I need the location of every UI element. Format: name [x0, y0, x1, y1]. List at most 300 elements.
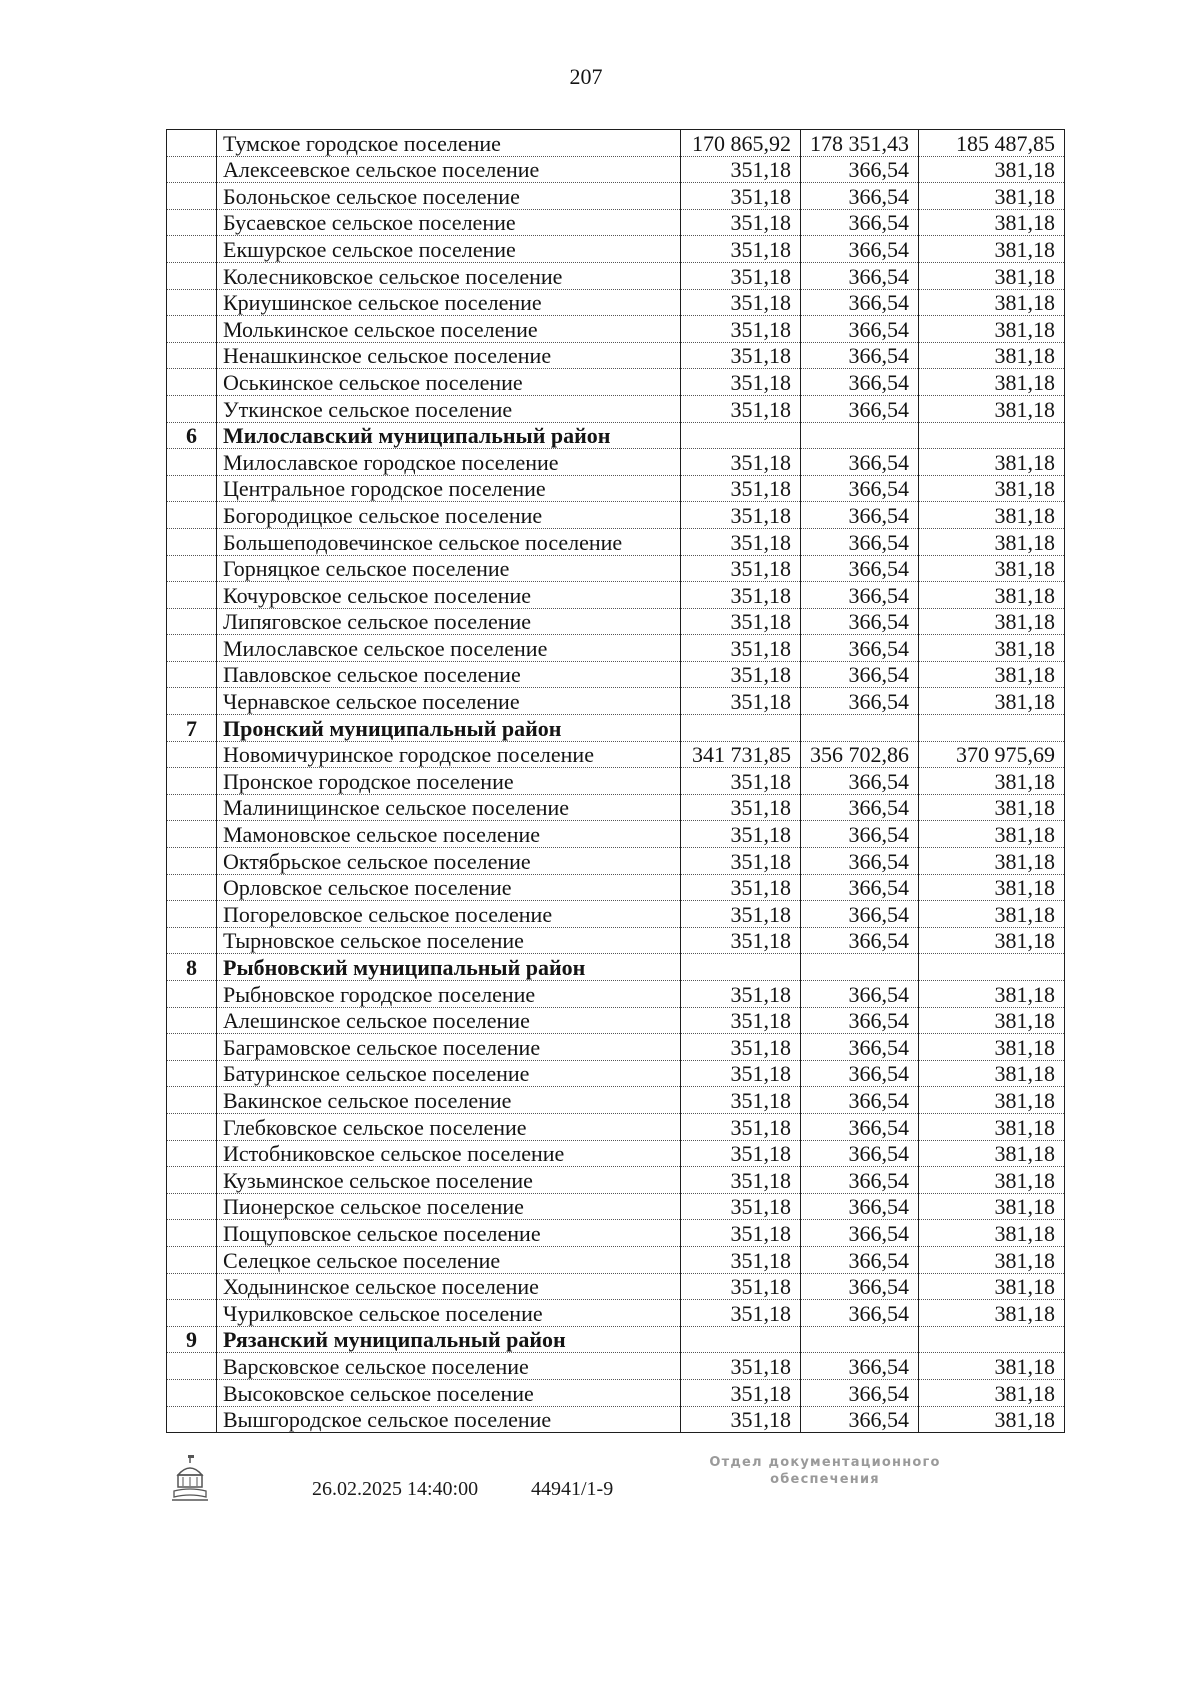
- settlement-name-cell: Батуринское сельское поселение: [217, 1060, 681, 1087]
- value-cell-2: 366,54: [801, 1087, 919, 1114]
- settlement-name-cell: Малинищинское сельское поселение: [217, 794, 681, 821]
- value-cell-2: 366,54: [801, 502, 919, 529]
- settlement-name-cell: Павловское сельское поселение: [217, 661, 681, 688]
- value-cell-1: 351,18: [681, 1087, 801, 1114]
- row-number-cell: [167, 741, 217, 768]
- settlements-table: [166, 129, 1065, 1433]
- district-header-row: [167, 1326, 1065, 1353]
- value-cell-1: 351,18: [681, 342, 801, 369]
- settlement-name-cell: Тырновское сельское поселение: [217, 927, 681, 954]
- value-cell-1: 351,18: [681, 1140, 801, 1167]
- value-cell-2: 366,54: [801, 1167, 919, 1194]
- value-cell-1: 351,18: [681, 1060, 801, 1087]
- settlement-name-cell: Варсковское сельское поселение: [217, 1353, 681, 1380]
- value-cell-3: [919, 954, 1065, 981]
- value-cell-3: 381,18: [919, 1300, 1065, 1327]
- value-cell-3: 381,18: [919, 1273, 1065, 1300]
- settlement-name-cell: Центральное городское поселение: [217, 475, 681, 502]
- table-row: [167, 927, 1065, 954]
- settlement-name-cell: Молькинское сельское поселение: [217, 316, 681, 343]
- value-cell-2: [801, 715, 919, 742]
- value-cell-1: 351,18: [681, 1300, 801, 1327]
- row-number-cell: [167, 1060, 217, 1087]
- value-cell-3: 381,18: [919, 342, 1065, 369]
- settlement-name-cell: Мамоновское сельское поселение: [217, 821, 681, 848]
- value-cell-3: 381,18: [919, 848, 1065, 875]
- value-cell-3: 381,18: [919, 635, 1065, 662]
- row-number-cell: [167, 1167, 217, 1194]
- value-cell-1: 351,18: [681, 821, 801, 848]
- table-row: [167, 1113, 1065, 1140]
- value-cell-1: [681, 954, 801, 981]
- table-row: [167, 209, 1065, 236]
- value-cell-3: 381,18: [919, 1193, 1065, 1220]
- value-cell-3: 185 487,85: [919, 130, 1065, 157]
- value-cell-3: 381,18: [919, 1220, 1065, 1247]
- value-cell-1: 351,18: [681, 688, 801, 715]
- settlement-name-cell: Пионерское сельское поселение: [217, 1193, 681, 1220]
- value-cell-3: 381,18: [919, 1087, 1065, 1114]
- value-cell-3: 381,18: [919, 236, 1065, 263]
- value-cell-1: [681, 422, 801, 449]
- value-cell-1: 351,18: [681, 874, 801, 901]
- table-row: [167, 449, 1065, 476]
- table-row: [167, 1193, 1065, 1220]
- settlement-name-cell: Оськинское сельское поселение: [217, 369, 681, 396]
- value-cell-1: 351,18: [681, 1379, 801, 1406]
- table-row: [167, 981, 1065, 1008]
- value-cell-3: [919, 1326, 1065, 1353]
- district-header-row: [167, 954, 1065, 981]
- value-cell-1: 351,18: [681, 209, 801, 236]
- value-cell-3: 381,18: [919, 1406, 1065, 1433]
- table-row: [167, 794, 1065, 821]
- footer-doc-number: 44941/1-9: [531, 1478, 614, 1500]
- value-cell-2: 366,54: [801, 1140, 919, 1167]
- settlement-name-cell: Ходынинское сельское поселение: [217, 1273, 681, 1300]
- value-cell-2: 366,54: [801, 1273, 919, 1300]
- settlement-name-cell: Пронское городское поселение: [217, 768, 681, 795]
- settlement-name-cell: Горняцкое сельское поселение: [217, 555, 681, 582]
- value-cell-1: 351,18: [681, 475, 801, 502]
- value-cell-3: 381,18: [919, 528, 1065, 555]
- value-cell-2: 366,54: [801, 768, 919, 795]
- table-row: [167, 130, 1065, 157]
- value-cell-1: 351,18: [681, 901, 801, 928]
- stamp-line-2: обеспечения: [770, 1472, 880, 1487]
- value-cell-3: 381,18: [919, 768, 1065, 795]
- value-cell-3: [919, 715, 1065, 742]
- value-cell-2: 366,54: [801, 1034, 919, 1061]
- value-cell-2: 366,54: [801, 449, 919, 476]
- value-cell-3: 381,18: [919, 688, 1065, 715]
- value-cell-3: 381,18: [919, 502, 1065, 529]
- table-row: [167, 555, 1065, 582]
- value-cell-3: 381,18: [919, 289, 1065, 316]
- value-cell-2: 366,54: [801, 1353, 919, 1380]
- value-cell-1: 351,18: [681, 582, 801, 609]
- table-row: [167, 1246, 1065, 1273]
- settlement-name-cell: Рыбновский муниципальный район: [217, 954, 681, 981]
- table-row: [167, 1406, 1065, 1433]
- value-cell-3: 381,18: [919, 369, 1065, 396]
- table-row: [167, 316, 1065, 343]
- value-cell-2: 366,54: [801, 395, 919, 422]
- settlement-name-cell: Селецкое сельское поселение: [217, 1246, 681, 1273]
- value-cell-1: 351,18: [681, 555, 801, 582]
- table-row: [167, 635, 1065, 662]
- value-cell-3: 381,18: [919, 608, 1065, 635]
- value-cell-2: [801, 422, 919, 449]
- value-cell-3: 381,18: [919, 661, 1065, 688]
- table-row: [167, 901, 1065, 928]
- value-cell-3: 381,18: [919, 183, 1065, 210]
- value-cell-2: 366,54: [801, 369, 919, 396]
- table-row: [167, 1300, 1065, 1327]
- value-cell-1: 351,18: [681, 1273, 801, 1300]
- value-cell-2: 366,54: [801, 874, 919, 901]
- value-cell-3: 381,18: [919, 209, 1065, 236]
- value-cell-1: 351,18: [681, 236, 801, 263]
- district-header-row: [167, 422, 1065, 449]
- row-number-cell: [167, 236, 217, 263]
- value-cell-2: 366,54: [801, 1379, 919, 1406]
- value-cell-3: 381,18: [919, 794, 1065, 821]
- value-cell-2: 366,54: [801, 289, 919, 316]
- row-number-cell: [167, 369, 217, 396]
- value-cell-1: 351,18: [681, 1353, 801, 1380]
- value-cell-3: 381,18: [919, 555, 1065, 582]
- value-cell-2: 366,54: [801, 236, 919, 263]
- settlement-name-cell: Пощуповское сельское поселение: [217, 1220, 681, 1247]
- settlement-name-cell: Милославское городское поселение: [217, 449, 681, 476]
- table-row: [167, 608, 1065, 635]
- value-cell-1: 351,18: [681, 794, 801, 821]
- value-cell-2: 366,54: [801, 528, 919, 555]
- value-cell-1: 351,18: [681, 528, 801, 555]
- row-number-cell: [167, 688, 217, 715]
- department-stamp: [690, 1454, 960, 1488]
- value-cell-1: 351,18: [681, 661, 801, 688]
- table-row: [167, 236, 1065, 263]
- value-cell-3: 381,18: [919, 927, 1065, 954]
- value-cell-3: 381,18: [919, 1060, 1065, 1087]
- table-row: [167, 289, 1065, 316]
- value-cell-1: 351,18: [681, 156, 801, 183]
- table-row: [167, 502, 1065, 529]
- settlement-name-cell: Милославский муниципальный район: [217, 422, 681, 449]
- settlement-name-cell: Алешинское сельское поселение: [217, 1007, 681, 1034]
- value-cell-2: 366,54: [801, 1113, 919, 1140]
- value-cell-1: 351,18: [681, 608, 801, 635]
- settlement-name-cell: Ненашкинское сельское поселение: [217, 342, 681, 369]
- settlement-name-cell: Алексеевское сельское поселение: [217, 156, 681, 183]
- table-row: [167, 262, 1065, 289]
- row-number-cell: [167, 1220, 217, 1247]
- table-row: [167, 582, 1065, 609]
- emblem-icon: [170, 1453, 210, 1503]
- settlement-name-cell: Чернавское сельское поселение: [217, 688, 681, 715]
- table-row: [167, 156, 1065, 183]
- row-number-cell: [167, 1140, 217, 1167]
- table-row: [167, 741, 1065, 768]
- row-number-cell: [167, 475, 217, 502]
- value-cell-1: 351,18: [681, 981, 801, 1008]
- value-cell-3: 381,18: [919, 1167, 1065, 1194]
- value-cell-3: 381,18: [919, 449, 1065, 476]
- value-cell-2: [801, 954, 919, 981]
- row-number-cell: 8: [167, 954, 217, 981]
- value-cell-1: 351,18: [681, 1113, 801, 1140]
- value-cell-2: 366,54: [801, 981, 919, 1008]
- table-row: [167, 848, 1065, 875]
- row-number-cell: [167, 1406, 217, 1433]
- table-row: [167, 1167, 1065, 1194]
- value-cell-2: 366,54: [801, 555, 919, 582]
- settlement-name-cell: Болоньское сельское поселение: [217, 183, 681, 210]
- value-cell-1: 351,18: [681, 262, 801, 289]
- settlement-name-cell: Вышгородское сельское поселение: [217, 1406, 681, 1433]
- value-cell-3: 381,18: [919, 1353, 1065, 1380]
- value-cell-1: 351,18: [681, 449, 801, 476]
- value-cell-2: 366,54: [801, 794, 919, 821]
- row-number-cell: [167, 1007, 217, 1034]
- table-row: [167, 395, 1065, 422]
- settlement-name-cell: Орловское сельское поселение: [217, 874, 681, 901]
- row-number-cell: [167, 130, 217, 157]
- settlement-name-cell: Богородицкое сельское поселение: [217, 502, 681, 529]
- settlement-name-cell: Рязанский муниципальный район: [217, 1326, 681, 1353]
- table-row: [167, 1060, 1065, 1087]
- value-cell-1: 351,18: [681, 1167, 801, 1194]
- row-number-cell: 7: [167, 715, 217, 742]
- value-cell-3: 381,18: [919, 395, 1065, 422]
- value-cell-2: 366,54: [801, 608, 919, 635]
- row-number-cell: [167, 1113, 217, 1140]
- value-cell-2: 366,54: [801, 1300, 919, 1327]
- table-row: [167, 369, 1065, 396]
- value-cell-3: 381,18: [919, 1379, 1065, 1406]
- table-row: [167, 1140, 1065, 1167]
- settlement-name-cell: Высоковское сельское поселение: [217, 1379, 681, 1406]
- value-cell-1: 351,18: [681, 395, 801, 422]
- value-cell-1: 351,18: [681, 768, 801, 795]
- row-number-cell: [167, 449, 217, 476]
- settlement-name-cell: Екшурское сельское поселение: [217, 236, 681, 263]
- settlement-name-cell: Рыбновское городское поселение: [217, 981, 681, 1008]
- row-number-cell: [167, 582, 217, 609]
- value-cell-3: 381,18: [919, 475, 1065, 502]
- value-cell-2: 366,54: [801, 848, 919, 875]
- value-cell-3: 381,18: [919, 874, 1065, 901]
- row-number-cell: [167, 1193, 217, 1220]
- table-row: [167, 1379, 1065, 1406]
- value-cell-1: [681, 715, 801, 742]
- value-cell-1: [681, 1326, 801, 1353]
- value-cell-1: 351,18: [681, 1406, 801, 1433]
- value-cell-2: 366,54: [801, 661, 919, 688]
- row-number-cell: [167, 608, 217, 635]
- settlement-name-cell: Кочуровское сельское поселение: [217, 582, 681, 609]
- value-cell-2: 178 351,43: [801, 130, 919, 157]
- value-cell-2: 366,54: [801, 927, 919, 954]
- value-cell-3: 381,18: [919, 582, 1065, 609]
- table-row: [167, 688, 1065, 715]
- value-cell-2: 366,54: [801, 209, 919, 236]
- value-cell-1: 351,18: [681, 1246, 801, 1273]
- value-cell-3: 370 975,69: [919, 741, 1065, 768]
- row-number-cell: [167, 209, 217, 236]
- row-number-cell: 9: [167, 1326, 217, 1353]
- row-number-cell: [167, 848, 217, 875]
- table-row: [167, 821, 1065, 848]
- settlement-name-cell: Баграмовское сельское поселение: [217, 1034, 681, 1061]
- value-cell-1: 351,18: [681, 1034, 801, 1061]
- value-cell-2: 366,54: [801, 316, 919, 343]
- row-number-cell: [167, 768, 217, 795]
- table-row: [167, 183, 1065, 210]
- table-row: [167, 342, 1065, 369]
- value-cell-3: 381,18: [919, 262, 1065, 289]
- settlement-name-cell: Уткинское сельское поселение: [217, 395, 681, 422]
- value-cell-2: 366,54: [801, 821, 919, 848]
- table-row: [167, 768, 1065, 795]
- settlement-name-cell: Чурилковское сельское поселение: [217, 1300, 681, 1327]
- settlement-name-cell: Глебковское сельское поселение: [217, 1113, 681, 1140]
- row-number-cell: [167, 502, 217, 529]
- row-number-cell: [167, 1087, 217, 1114]
- value-cell-3: [919, 422, 1065, 449]
- value-cell-3: 381,18: [919, 1007, 1065, 1034]
- row-number-cell: [167, 1246, 217, 1273]
- row-number-cell: [167, 635, 217, 662]
- row-number-cell: [167, 395, 217, 422]
- value-cell-2: 356 702,86: [801, 741, 919, 768]
- value-cell-2: 366,54: [801, 156, 919, 183]
- value-cell-1: 341 731,85: [681, 741, 801, 768]
- value-cell-3: 381,18: [919, 1140, 1065, 1167]
- table-row: [167, 1087, 1065, 1114]
- settlement-name-cell: Бусаевское сельское поселение: [217, 209, 681, 236]
- value-cell-2: 366,54: [801, 635, 919, 662]
- row-number-cell: [167, 316, 217, 343]
- value-cell-1: 351,18: [681, 635, 801, 662]
- value-cell-3: 381,18: [919, 316, 1065, 343]
- row-number-cell: 6: [167, 422, 217, 449]
- value-cell-3: 381,18: [919, 1113, 1065, 1140]
- row-number-cell: [167, 874, 217, 901]
- settlement-name-cell: Тумское городское поселение: [217, 130, 681, 157]
- row-number-cell: [167, 1300, 217, 1327]
- footer-datetime: 26.02.2025 14:40:00: [312, 1478, 479, 1500]
- value-cell-1: 351,18: [681, 502, 801, 529]
- row-number-cell: [167, 661, 217, 688]
- value-cell-2: 366,54: [801, 342, 919, 369]
- row-number-cell: [167, 289, 217, 316]
- value-cell-1: 351,18: [681, 183, 801, 210]
- settlement-name-cell: Криушинское сельское поселение: [217, 289, 681, 316]
- settlement-name-cell: Кузьминское сельское поселение: [217, 1167, 681, 1194]
- value-cell-1: 351,18: [681, 848, 801, 875]
- settlement-name-cell: Новомичуринское городское поселение: [217, 741, 681, 768]
- district-header-row: [167, 715, 1065, 742]
- value-cell-2: 366,54: [801, 475, 919, 502]
- stamp-line-1: Отдел документационного: [709, 1455, 941, 1470]
- value-cell-1: 170 865,92: [681, 130, 801, 157]
- table-row: [167, 1353, 1065, 1380]
- table-row: [167, 1273, 1065, 1300]
- value-cell-3: 381,18: [919, 821, 1065, 848]
- value-cell-2: 366,54: [801, 582, 919, 609]
- value-cell-1: 351,18: [681, 927, 801, 954]
- settlement-name-cell: Колесниковское сельское поселение: [217, 262, 681, 289]
- value-cell-3: 381,18: [919, 981, 1065, 1008]
- settlement-name-cell: Октябрьское сельское поселение: [217, 848, 681, 875]
- value-cell-3: 381,18: [919, 156, 1065, 183]
- row-number-cell: [167, 1273, 217, 1300]
- value-cell-2: [801, 1326, 919, 1353]
- value-cell-2: 366,54: [801, 183, 919, 210]
- value-cell-2: 366,54: [801, 1406, 919, 1433]
- page-number: 207: [569, 64, 603, 89]
- settlement-name-cell: Погореловское сельское поселение: [217, 901, 681, 928]
- value-cell-2: 366,54: [801, 1060, 919, 1087]
- settlement-name-cell: Пронский муниципальный район: [217, 715, 681, 742]
- table-row: [167, 661, 1065, 688]
- table-row: [167, 475, 1065, 502]
- row-number-cell: [167, 528, 217, 555]
- table-row: [167, 874, 1065, 901]
- row-number-cell: [167, 794, 217, 821]
- value-cell-1: 351,18: [681, 289, 801, 316]
- settlement-name-cell: Липяговское сельское поселение: [217, 608, 681, 635]
- value-cell-1: 351,18: [681, 369, 801, 396]
- value-cell-2: 366,54: [801, 1246, 919, 1273]
- row-number-cell: [167, 183, 217, 210]
- row-number-cell: [167, 821, 217, 848]
- row-number-cell: [167, 901, 217, 928]
- value-cell-1: 351,18: [681, 316, 801, 343]
- settlement-name-cell: Большеподовечинское сельское поселение: [217, 528, 681, 555]
- table-row: [167, 1007, 1065, 1034]
- value-cell-1: 351,18: [681, 1007, 801, 1034]
- value-cell-1: 351,18: [681, 1193, 801, 1220]
- row-number-cell: [167, 1034, 217, 1061]
- table-body: [167, 130, 1065, 1433]
- value-cell-3: 381,18: [919, 1034, 1065, 1061]
- value-cell-3: 381,18: [919, 1246, 1065, 1273]
- row-number-cell: [167, 156, 217, 183]
- value-cell-2: 366,54: [801, 262, 919, 289]
- table-row: [167, 1034, 1065, 1061]
- table-row: [167, 1220, 1065, 1247]
- settlement-name-cell: Вакинское сельское поселение: [217, 1087, 681, 1114]
- row-number-cell: [167, 981, 217, 1008]
- value-cell-2: 366,54: [801, 688, 919, 715]
- row-number-cell: [167, 1353, 217, 1380]
- value-cell-3: 381,18: [919, 901, 1065, 928]
- row-number-cell: [167, 555, 217, 582]
- settlement-name-cell: Истобниковское сельское поселение: [217, 1140, 681, 1167]
- value-cell-2: 366,54: [801, 901, 919, 928]
- value-cell-2: 366,54: [801, 1193, 919, 1220]
- table-row: [167, 528, 1065, 555]
- row-number-cell: [167, 927, 217, 954]
- settlement-name-cell: Милославское сельское поселение: [217, 635, 681, 662]
- row-number-cell: [167, 262, 217, 289]
- value-cell-1: 351,18: [681, 1220, 801, 1247]
- row-number-cell: [167, 1379, 217, 1406]
